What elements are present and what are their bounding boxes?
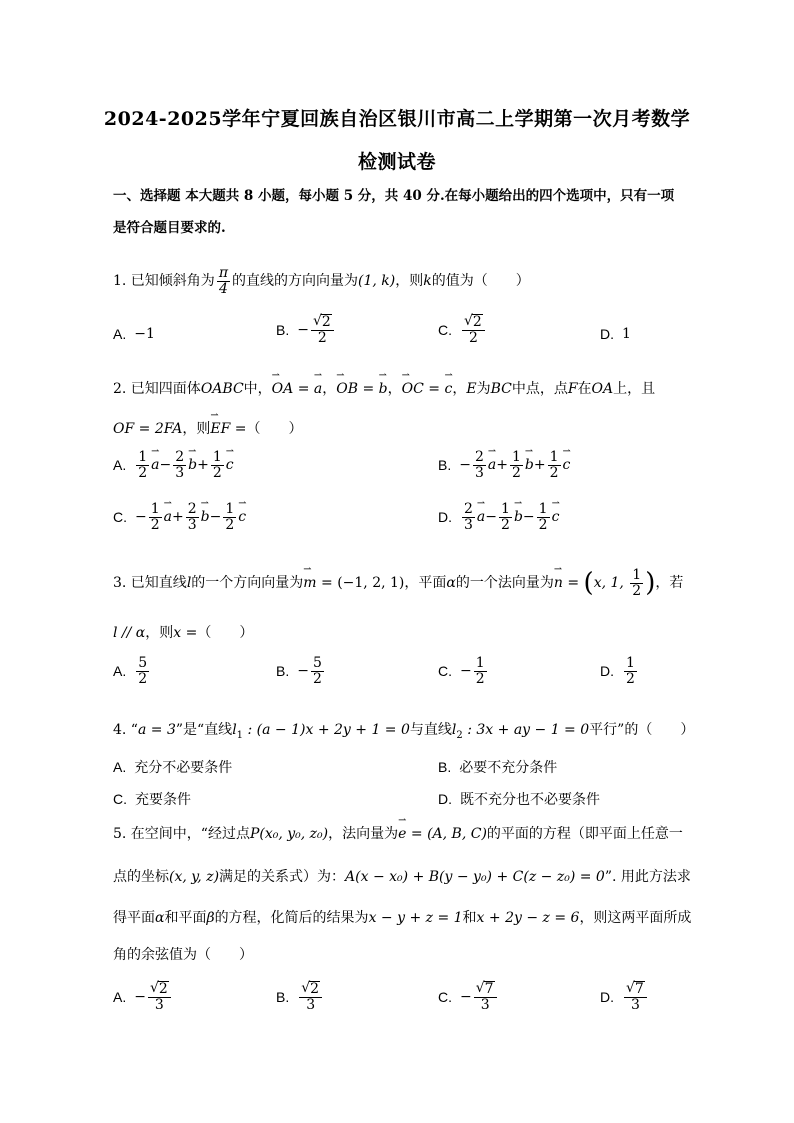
question-2-stem-line1: 2. 已知四面体OABC中，⇀ OA = ⇀ a，⇀ OB = ⇀ b，⇀ OC = ⇀ c，E为BC中点，点F在OA上，且 xyxy=(113,378,655,398)
q3-option-a[interactable]: A. $\frac{5}{2}$ xyxy=(113,655,148,687)
pi-over-4: $\frac{\pi}{4}$ xyxy=(218,265,229,297)
q5-option-d[interactable]: D. √ 7 3 xyxy=(600,981,649,1012)
q1-option-a[interactable]: A. −1 xyxy=(113,326,155,342)
q3-option-c[interactable]: C. − $\frac{1}{2}$ xyxy=(438,655,485,687)
question-5-stem-line1: 5. 在空间中，“经过点P(x₀, y₀, z₀)，法向量为⇀ e = (A, B, C)的平面的方程（即平面上任意一 xyxy=(113,823,683,843)
question-5-stem-line3: 得平面α和平面β的方程，化简后的结果为x − y + z = 1和x + 2y − z = 6，则这两平面所成 xyxy=(113,910,692,926)
q4-option-c[interactable]: C. 充要条件 xyxy=(113,791,191,808)
q3-option-d[interactable]: D. $\frac{1}{2}$ xyxy=(600,655,635,687)
q2-option-a[interactable]: A. $\frac{1}{2}$ ⇀ a − $\frac{2}{3}$ ⇀ b + $\frac{1}{2}$ ⇀ c xyxy=(113,450,234,480)
q3-option-b[interactable]: B. − $\frac{5}{2}$ xyxy=(276,655,322,687)
q2-option-d[interactable]: D. $\frac{2}{3}$ ⇀ a − $\frac{1}{2}$ ⇀ b − $\frac{1}{2}$ ⇀ c xyxy=(438,502,559,532)
q4-option-a[interactable]: A. 充分不必要条件 xyxy=(113,759,233,776)
q4-option-d[interactable]: D. 既不充分也不必要条件 xyxy=(438,791,600,808)
question-5-stem-line4: 角的余弦值为（ ） xyxy=(113,947,253,963)
q1-option-c[interactable]: C. √ 2 2 xyxy=(438,314,487,345)
q2-option-c[interactable]: C. − $\frac{1}{2}$ ⇀ a + $\frac{2}{3}$ ⇀ b − $\frac{1}{2}$ ⇀ c xyxy=(113,502,246,532)
q1-option-d[interactable]: D. 1 xyxy=(600,326,631,342)
q4-option-b[interactable]: B. 必要不充分条件 xyxy=(438,759,558,776)
question-3-stem-line2: l // α，则x =（ ） xyxy=(113,625,254,641)
q1-option-b[interactable]: B. − √ 2 2 xyxy=(276,314,336,345)
question-1-stem: 1. 已知倾斜角为 $\frac{\pi}{4}$ 的直线的方向向量为(1, k)，则k的值为（ ） xyxy=(113,265,530,297)
exam-title-line1: 2024-2025学年宁夏回族自治区银川市高二上学期第一次月考数学 xyxy=(103,108,691,130)
q5-option-c[interactable]: C. − √ 7 3 xyxy=(438,981,499,1012)
question-4-stem: 4. “a = 3”是“直线$l_1$ : (a − 1)x + 2y + 1 = 0与直线$l_2$ : 3x + ay − 1 = 0平行”的（ ） xyxy=(113,722,695,741)
section-instruction-line2: 是符合题目要求的. xyxy=(113,220,226,236)
question-5-stem-line2: 点的坐标(x, y, z)满足的关系式）为：A(x − x₀) + B(y − y₀) + C(z − z₀) = 0”. 用此方法求 xyxy=(113,869,691,885)
section-instruction-line1: 一、选择题 本大题共 8 小题，每小题 5 分，共 40 分.在每小题给出的四个选项中，只有一项 xyxy=(113,188,675,204)
question-3-stem-line1: 3. 已知直线l的一个方向向量为⇀ m = (−1, 2, 1)，平面α的一个法向量为⇀ n = (x, 1, $\frac{1}{2}$ )，若 xyxy=(113,568,683,598)
q2-option-b[interactable]: B. − $\frac{2}{3}$ ⇀ a + $\frac{1}{2}$ ⇀ b + $\frac{1}{2}$ ⇀ c xyxy=(438,450,570,480)
q5-option-b[interactable]: B. √ 2 3 xyxy=(276,981,324,1012)
exam-title-line2: 检测试卷 xyxy=(357,151,436,173)
question-2-stem-line2: OF = 2FA，则⇀ EF =（ ） xyxy=(113,418,302,438)
q5-option-a[interactable]: A. − √ 2 3 xyxy=(113,981,173,1012)
